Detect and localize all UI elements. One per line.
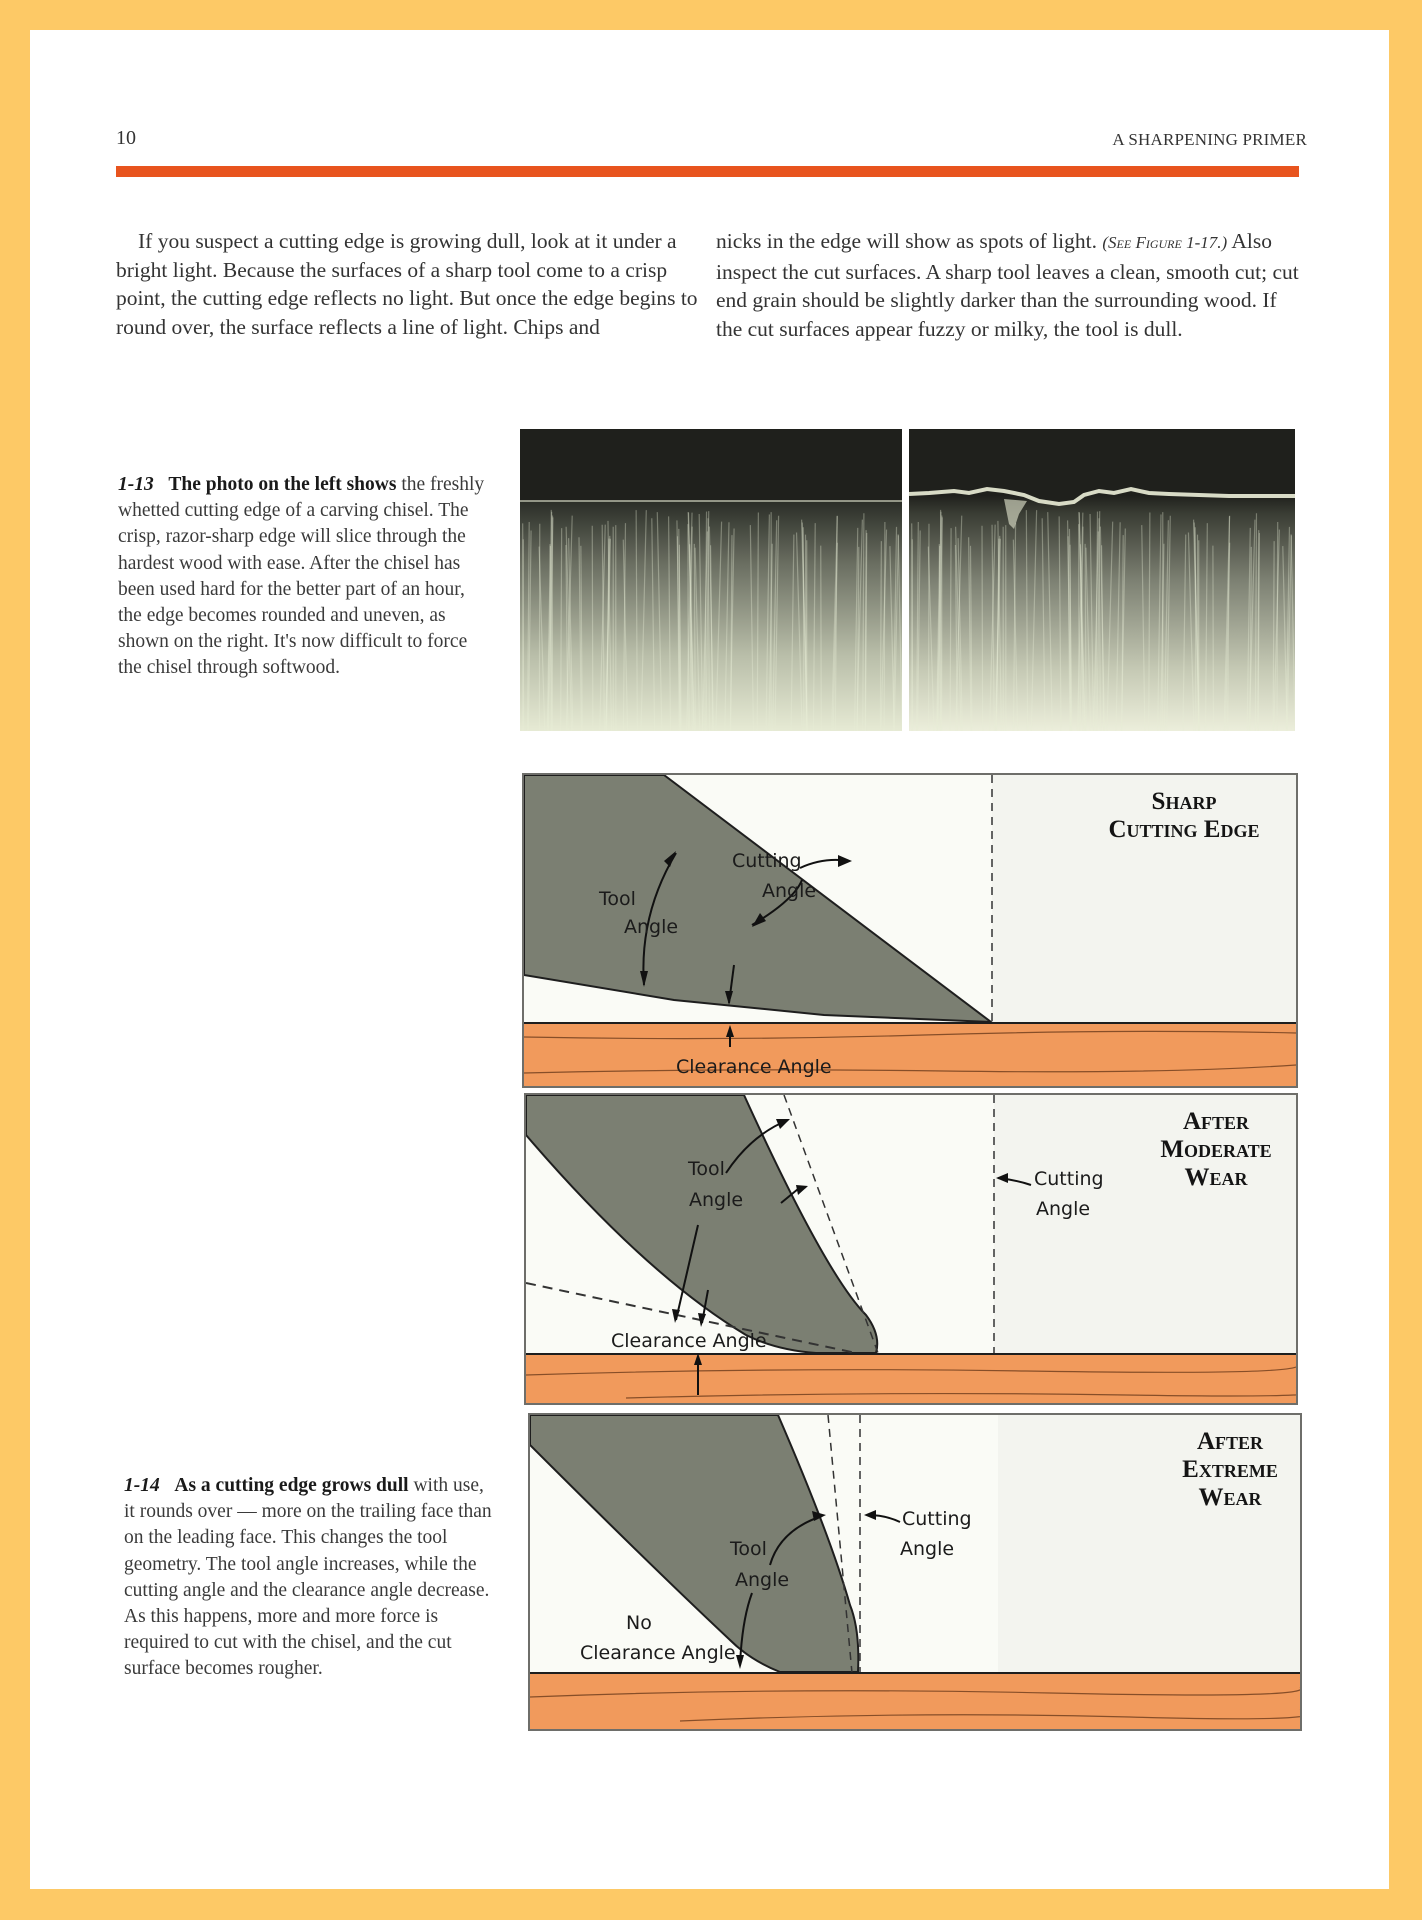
figure-number: 1-14 [124,1475,160,1496]
figure-number: 1-13 [118,474,154,495]
panel-title-line-1: After [1196,1428,1264,1455]
running-head: A SHARPENING PRIMER [1112,130,1307,149]
wood-fiber-streak [1213,546,1214,731]
label-clearance-angle: Clearance Angle [580,1642,736,1664]
caption-1-14 [124,1473,499,1683]
figure-reference: (See Figure 1-17.) [1102,233,1228,252]
wood-workpiece [530,1673,1300,1729]
label-tool-angle: Angle [624,916,679,938]
wood-fiber-streak [523,539,524,731]
header-rule [116,166,1299,177]
label-clearance-angle: Clearance Angle [676,1056,832,1078]
label-cutting-angle: Angle [762,880,817,902]
wood-fiber-streak [679,545,680,731]
diagram-moderate-wear [524,1093,1298,1405]
panel-title-line-1: Sharp [1151,788,1217,815]
body-paragraph-1: If you suspect a cutting edge is growing dull, look at it under a bright light. Because the surfaces of a sharp tool come to a crisp point, the cutting edge reflects no light. But once the edge begins to round over, the surface reflects a line of light. Chips and [116,229,698,339]
body-paragraph-2-start: nicks in the edge will show as spots of light. [716,229,1097,253]
label-tool-angle: Angle [689,1189,744,1211]
wood-fiber-streak [912,539,913,731]
panel-title-line-2: Cutting Edge [1108,816,1260,843]
wood-workpiece [524,1023,1296,1086]
panel-title-line-3: Wear [1184,1164,1248,1191]
caption-lead: As a cutting edge grows dull [174,1475,409,1496]
worn-edge-photo [909,429,1295,731]
label-no: No [626,1612,652,1634]
label-tool-angle: Angle [735,1569,790,1591]
body-column-left [116,227,706,341]
body-paragraph-2-rest: Also inspect the cut surfaces. A sharp tool leaves a clean, smooth cut; cut end grain should be slightly darker than the surrounding wood. If the cut surfaces appear fuzzy or milky, the tool is dull. [716,229,1299,341]
sharp-edge-photo [520,429,902,731]
label-tool: Tool [599,888,636,910]
wood-fiber-streak [821,546,822,731]
diagram-extreme-wear [528,1413,1302,1731]
panel-title-line-1: After [1182,1108,1250,1135]
label-clearance-angle: Clearance Angle [611,1330,767,1352]
book-page [30,30,1389,1889]
body-column-right [716,227,1306,343]
caption-lead: The photo on the left shows [168,474,397,495]
panel-title-line-2: Moderate [1160,1136,1272,1163]
wood-fiber-streak [592,526,593,731]
wood-fiber-streak [803,527,804,731]
wood-fiber-streak [1195,527,1196,731]
label-cutting-angle: Angle [900,1538,955,1560]
panel-title-line-2: Extreme [1182,1456,1278,1483]
diagram-sharp-cutting-edge [522,773,1298,1088]
caption-text: the freshly whetted cutting edge of a carving chisel. The crisp, razor-sharp edge will slice through the hardest wood with ease. After the chisel has been used hard for the better part of an hour, the edge becomes rounded and uneven, as shown on the right. It's now difficult to force the chisel through softwood. [118,474,485,679]
wood-fiber-streak [982,526,983,731]
label-cutting: Cutting [902,1508,972,1530]
label-tool: Tool [688,1158,725,1180]
caption-text: with use, it rounds over — more on the trailing face than on the leading face. This changes the tool geometry. The tool angle increases, while the cutting angle and the clearance angle decrease. As this happens, more and more force is required to cut with the chisel, and the cut surface becomes rougher. [124,1475,492,1680]
panel-title-line-3: Wear [1198,1484,1262,1511]
caption-1-13 [118,472,490,682]
label-tool: Tool [730,1538,767,1560]
label-cutting-angle: Angle [1036,1198,1091,1220]
label-cutting: Cutting [1034,1168,1104,1190]
page-number: 10 [116,127,136,149]
wood-fiber-streak [1070,545,1071,731]
label-cutting: Cutting [732,850,802,872]
